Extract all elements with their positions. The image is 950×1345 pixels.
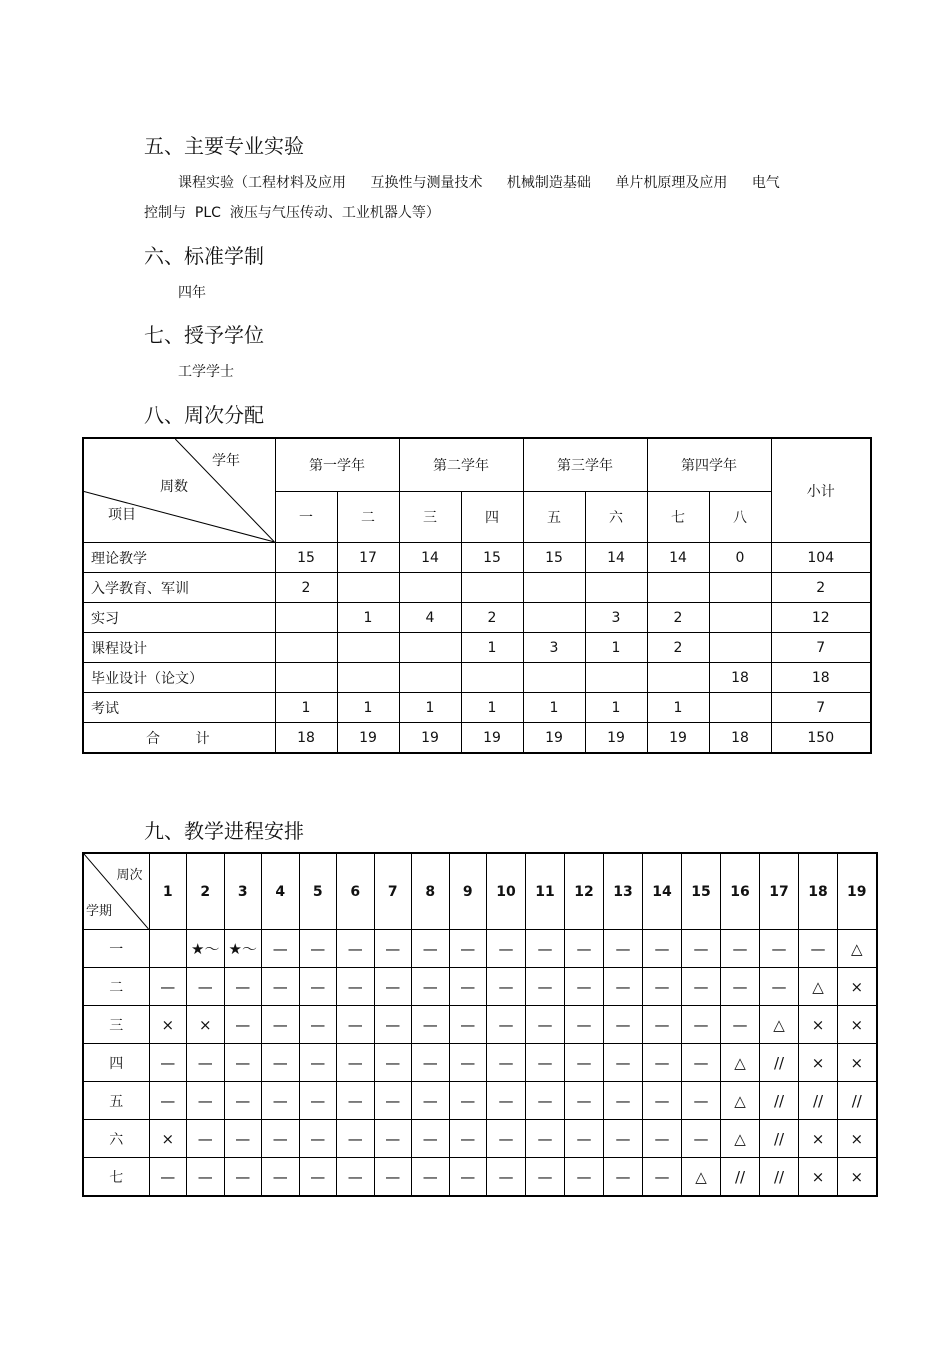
schedule-cell: ×	[838, 968, 877, 1006]
schedule-cell: —	[565, 968, 604, 1006]
schedule-cell: —	[224, 968, 262, 1006]
week-cell: 14	[647, 543, 709, 573]
lab-item: 课程实验（工程材料及应用	[178, 175, 346, 191]
section-5-title: 五、主要专业实验	[144, 134, 304, 158]
section-6-text: 四年	[178, 285, 206, 301]
row-total: 7	[771, 693, 871, 723]
schedule-cell: —	[449, 968, 487, 1006]
schedule-cell: —	[604, 1082, 643, 1120]
row-total: 18	[771, 663, 871, 693]
term-label: 三	[83, 1006, 149, 1044]
row-label: 入学教育、军训	[83, 573, 275, 603]
schedule-cell: —	[526, 968, 565, 1006]
table-row	[83, 1158, 877, 1197]
schedule-cell: —	[187, 1044, 225, 1082]
schedule-cell: —	[337, 1082, 375, 1120]
schedule-cell: △	[721, 1120, 760, 1158]
schedule-cell: —	[299, 968, 337, 1006]
schedule-cell: ×	[838, 1158, 877, 1197]
week-cell	[399, 633, 461, 663]
week-cell: 1	[275, 693, 337, 723]
schedule-cell: —	[262, 1082, 300, 1120]
week-cell: 15	[275, 543, 337, 573]
schedule-cell: —	[337, 1120, 375, 1158]
schedule-cell: —	[262, 1120, 300, 1158]
week-cell: 1	[461, 693, 523, 723]
week-number-header: 15	[682, 853, 721, 930]
schedule-cell: —	[374, 1158, 412, 1197]
table-row	[83, 1044, 877, 1082]
schedule-cell: —	[682, 930, 721, 968]
schedule-cell: —	[604, 968, 643, 1006]
week-number-header: 4	[262, 853, 300, 930]
week-cell: 1	[461, 633, 523, 663]
schedule-cell: —	[374, 1082, 412, 1120]
schedule-cell: △	[799, 968, 838, 1006]
lab-item: 互换性与测量技术	[370, 175, 483, 191]
week-cell: 2	[275, 573, 337, 603]
schedule-cell: ×	[149, 1120, 187, 1158]
schedule-cell: —	[604, 1006, 643, 1044]
schedule-cell: —	[224, 1044, 262, 1082]
schedule-cell: ×	[838, 1044, 877, 1082]
week-cell	[585, 663, 647, 693]
schedule-cell: ★～	[224, 930, 262, 968]
term-header: 三	[399, 492, 461, 543]
week-number-header: 12	[565, 853, 604, 930]
schedule-cell: —	[565, 1044, 604, 1082]
schedule-cell: —	[526, 1158, 565, 1197]
week-number-header: 14	[643, 853, 682, 930]
table-row	[83, 603, 871, 633]
diag-label-item: 项目	[108, 507, 136, 523]
schedule-cell: —	[526, 930, 565, 968]
schedule-cell: —	[682, 1006, 721, 1044]
diag-label-week: 周次	[116, 868, 143, 883]
schedule-cell: —	[449, 1044, 487, 1082]
schedule-cell: ★～	[187, 930, 225, 968]
schedule-cell: —	[374, 968, 412, 1006]
schedule-cell: —	[449, 1158, 487, 1197]
schedule-cell: —	[262, 968, 300, 1006]
week-cell: 1	[399, 693, 461, 723]
week-number-header: 19	[838, 853, 877, 930]
week-cell: 18	[709, 663, 771, 693]
term-label: 二	[83, 968, 149, 1006]
week-number-header: 18	[799, 853, 838, 930]
schedule-cell: ×	[149, 1006, 187, 1044]
week-number-header: 11	[526, 853, 565, 930]
table-row	[83, 930, 877, 968]
schedule-cell: —	[604, 1120, 643, 1158]
table-row	[83, 573, 871, 603]
week-number-header: 3	[224, 853, 262, 930]
year-header: 第二学年	[399, 438, 523, 492]
schedule-cell: —	[487, 968, 526, 1006]
schedule-cell: —	[487, 1006, 526, 1044]
sum-cell: 19	[461, 723, 523, 754]
term-header: 八	[709, 492, 771, 543]
schedule-cell: —	[262, 1158, 300, 1197]
schedule-cell: //	[760, 1044, 799, 1082]
schedule-cell: △	[721, 1082, 760, 1120]
week-cell: 17	[337, 543, 399, 573]
row-label: 理论教学	[83, 543, 275, 573]
schedule-cell: —	[374, 930, 412, 968]
week-number-header: 7	[374, 853, 412, 930]
schedule-cell: —	[299, 1120, 337, 1158]
week-cell	[523, 663, 585, 693]
schedule-cell: —	[449, 1006, 487, 1044]
schedule-cell: —	[799, 930, 838, 968]
schedule-cell: —	[682, 1120, 721, 1158]
schedule-cell: —	[337, 1006, 375, 1044]
schedule-cell: —	[187, 1158, 225, 1197]
week-number-header: 16	[721, 853, 760, 930]
term-header: 六	[585, 492, 647, 543]
week-cell	[275, 633, 337, 663]
row-total: 104	[771, 543, 871, 573]
term-label: 六	[83, 1120, 149, 1158]
week-number-header: 9	[449, 853, 487, 930]
lab-item: 电气	[751, 175, 780, 191]
schedule-cell: —	[412, 1006, 450, 1044]
schedule-cell: —	[604, 930, 643, 968]
schedule-cell: —	[682, 968, 721, 1006]
week-cell	[337, 663, 399, 693]
week-cell: 14	[399, 543, 461, 573]
week-number-header: 13	[604, 853, 643, 930]
schedule-cell: —	[526, 1082, 565, 1120]
week-number-header: 8	[412, 853, 450, 930]
week-cell	[399, 663, 461, 693]
week-cell: 2	[461, 603, 523, 633]
sum-cell: 19	[647, 723, 709, 754]
schedule-cell: //	[760, 1158, 799, 1197]
schedule-cell: —	[299, 930, 337, 968]
schedule-cell: —	[224, 1082, 262, 1120]
schedule-cell: —	[487, 1120, 526, 1158]
week-number-header: 6	[337, 853, 375, 930]
schedule-cell: —	[449, 1120, 487, 1158]
week-number-header: 17	[760, 853, 799, 930]
schedule-cell: —	[149, 1082, 187, 1120]
row-total: 7	[771, 633, 871, 663]
table-row	[83, 663, 871, 693]
subtotal-header: 小计	[771, 438, 871, 543]
row-label: 考试	[83, 693, 275, 723]
schedule-cell: —	[449, 930, 487, 968]
section-7-text: 工学学士	[178, 364, 234, 380]
sum-cell: 19	[523, 723, 585, 754]
schedule-cell: △	[760, 1006, 799, 1044]
schedule-cell: —	[643, 1006, 682, 1044]
week-cell	[461, 663, 523, 693]
schedule-cell: —	[721, 968, 760, 1006]
schedule-cell: —	[526, 1044, 565, 1082]
schedule-cell: —	[643, 1044, 682, 1082]
schedule-cell: —	[299, 1006, 337, 1044]
table-row	[83, 1006, 877, 1044]
schedule-cell: —	[487, 1044, 526, 1082]
schedule-cell: —	[604, 1158, 643, 1197]
schedule-cell: —	[526, 1006, 565, 1044]
week-cell: 1	[337, 603, 399, 633]
week-cell	[709, 573, 771, 603]
schedule-cell: —	[187, 1120, 225, 1158]
schedule-cell: —	[682, 1044, 721, 1082]
sum-cell: 19	[337, 723, 399, 754]
schedule-cell: //	[838, 1082, 877, 1120]
schedule-cell: —	[412, 1158, 450, 1197]
sum-label: 合 计	[83, 723, 275, 754]
table-row	[83, 1082, 877, 1120]
schedule-cell: —	[374, 1006, 412, 1044]
schedule-cell: —	[760, 968, 799, 1006]
schedule-cell: ×	[187, 1006, 225, 1044]
schedule-cell: —	[721, 930, 760, 968]
schedule-cell: △	[682, 1158, 721, 1197]
schedule-cell: —	[224, 1158, 262, 1197]
sum-cell: 18	[709, 723, 771, 754]
schedule-cell: //	[760, 1082, 799, 1120]
schedule-cell: —	[565, 1082, 604, 1120]
term-header: 四	[461, 492, 523, 543]
row-total: 12	[771, 603, 871, 633]
week-cell: 15	[523, 543, 585, 573]
diag-label-term: 学期	[86, 904, 113, 919]
schedule-cell: —	[643, 1082, 682, 1120]
schedule-cell: —	[643, 968, 682, 1006]
schedule-cell: —	[643, 1120, 682, 1158]
week-cell	[275, 663, 337, 693]
week-cell: 3	[523, 633, 585, 663]
schedule-cell: —	[721, 1006, 760, 1044]
schedule-cell: —	[604, 1044, 643, 1082]
week-cell	[461, 573, 523, 603]
schedule-cell: //	[760, 1120, 799, 1158]
week-cell	[647, 573, 709, 603]
schedule-cell: △	[721, 1044, 760, 1082]
year-header: 第三学年	[523, 438, 647, 492]
schedule-cell: —	[412, 1120, 450, 1158]
schedule-cell: —	[374, 1120, 412, 1158]
week-cell: 2	[647, 603, 709, 633]
schedule-cell: —	[643, 1158, 682, 1197]
schedule-cell: ×	[799, 1006, 838, 1044]
schedule-cell: —	[412, 1044, 450, 1082]
week-cell: 1	[585, 633, 647, 663]
term-header: 五	[523, 492, 585, 543]
term-label: 一	[83, 930, 149, 968]
schedule-cell: —	[643, 930, 682, 968]
schedule-cell: —	[262, 930, 300, 968]
row-label: 毕业设计（论文）	[83, 663, 275, 693]
schedule-cell: //	[799, 1082, 838, 1120]
week-cell: 0	[709, 543, 771, 573]
week-number-header: 2	[187, 853, 225, 930]
year-header: 第四学年	[647, 438, 771, 492]
week-cell	[585, 573, 647, 603]
schedule-cell: —	[149, 1158, 187, 1197]
week-cell	[647, 663, 709, 693]
schedule-cell: —	[412, 930, 450, 968]
week-cell	[523, 603, 585, 633]
schedule-cell: ×	[799, 1158, 838, 1197]
section-6-title: 六、标准学制	[144, 244, 264, 268]
schedule-cell: —	[565, 1120, 604, 1158]
schedule-cell: —	[337, 1044, 375, 1082]
diagonal-header-cell	[83, 438, 275, 543]
schedule-cell: —	[374, 1044, 412, 1082]
table-row	[83, 543, 871, 573]
section-7-title: 七、授予学位	[144, 323, 264, 347]
term-header: 一	[275, 492, 337, 543]
schedule-cell: —	[412, 1082, 450, 1120]
schedule-cell: —	[149, 1044, 187, 1082]
table-row	[83, 633, 871, 663]
section-8-title: 八、周次分配	[144, 403, 264, 427]
schedule-cell: —	[412, 968, 450, 1006]
schedule-cell: ×	[799, 1044, 838, 1082]
section-9-title: 九、教学进程安排	[144, 819, 304, 843]
term-header: 二	[337, 492, 399, 543]
sum-cell: 19	[585, 723, 647, 754]
week-number-header: 10	[487, 853, 526, 930]
schedule-cell: —	[337, 930, 375, 968]
schedule-cell: —	[565, 1158, 604, 1197]
schedule-cell: —	[526, 1120, 565, 1158]
schedule-cell: —	[299, 1158, 337, 1197]
schedule-cell: —	[337, 968, 375, 1006]
row-total: 2	[771, 573, 871, 603]
lab-item: 机械制造基础	[506, 175, 591, 191]
week-cell: 1	[585, 693, 647, 723]
row-label: 实习	[83, 603, 275, 633]
term-label: 七	[83, 1158, 149, 1197]
row-label: 课程设计	[83, 633, 275, 663]
diagonal-header-cell	[83, 853, 149, 930]
schedule-cell: —	[487, 1082, 526, 1120]
schedule-cell: —	[760, 930, 799, 968]
week-cell: 4	[399, 603, 461, 633]
schedule-cell: —	[487, 1158, 526, 1197]
schedule-cell: —	[565, 930, 604, 968]
diag-label-weeks: 周数	[160, 479, 188, 495]
term-label: 四	[83, 1044, 149, 1082]
schedule-cell: —	[262, 1044, 300, 1082]
week-cell	[709, 693, 771, 723]
week-cell	[709, 603, 771, 633]
week-cell: 1	[647, 693, 709, 723]
sum-cell: 18	[275, 723, 337, 754]
schedule-cell: //	[721, 1158, 760, 1197]
schedule-cell: ×	[838, 1006, 877, 1044]
week-cell	[399, 573, 461, 603]
schedule-cell: —	[187, 1082, 225, 1120]
schedule-cell: —	[337, 1158, 375, 1197]
week-cell: 14	[585, 543, 647, 573]
table-row	[83, 693, 871, 723]
week-cell	[523, 573, 585, 603]
schedule-cell: ×	[799, 1120, 838, 1158]
sum-row	[83, 723, 871, 754]
schedule-cell: ×	[838, 1120, 877, 1158]
week-cell: 3	[585, 603, 647, 633]
week-cell: 2	[647, 633, 709, 663]
schedule-cell: △	[838, 930, 877, 968]
schedule-cell	[149, 930, 187, 968]
section-5-line-1	[178, 172, 780, 192]
schedule-cell: —	[224, 1006, 262, 1044]
schedule-cell: —	[187, 968, 225, 1006]
schedule-cell: —	[682, 1082, 721, 1120]
schedule-cell: —	[224, 1120, 262, 1158]
schedule-cell: —	[149, 968, 187, 1006]
schedule-cell: —	[262, 1006, 300, 1044]
week-cell: 15	[461, 543, 523, 573]
week-cell	[709, 633, 771, 663]
term-label: 五	[83, 1082, 149, 1120]
table-row	[83, 968, 877, 1006]
week-cell	[337, 633, 399, 663]
week-allocation-table	[82, 437, 872, 754]
week-cell	[337, 573, 399, 603]
week-cell: 1	[337, 693, 399, 723]
diag-label-year: 学年	[212, 453, 240, 469]
schedule-cell: —	[449, 1082, 487, 1120]
table-row	[83, 1120, 877, 1158]
schedule-cell: —	[299, 1082, 337, 1120]
term-header: 七	[647, 492, 709, 543]
sum-total: 150	[771, 723, 871, 754]
week-cell: 1	[523, 693, 585, 723]
sum-cell: 19	[399, 723, 461, 754]
schedule-table	[82, 852, 878, 1197]
week-cell	[275, 603, 337, 633]
year-header: 第一学年	[275, 438, 399, 492]
schedule-cell: —	[487, 930, 526, 968]
schedule-cell: —	[299, 1044, 337, 1082]
week-number-header: 1	[149, 853, 187, 930]
week-number-header: 5	[299, 853, 337, 930]
section-5-line-2: 控制与 PLC 液压与气压传动、工业机器人等）	[144, 205, 440, 221]
schedule-cell: —	[565, 1006, 604, 1044]
lab-item: 单片机原理及应用	[615, 175, 728, 191]
